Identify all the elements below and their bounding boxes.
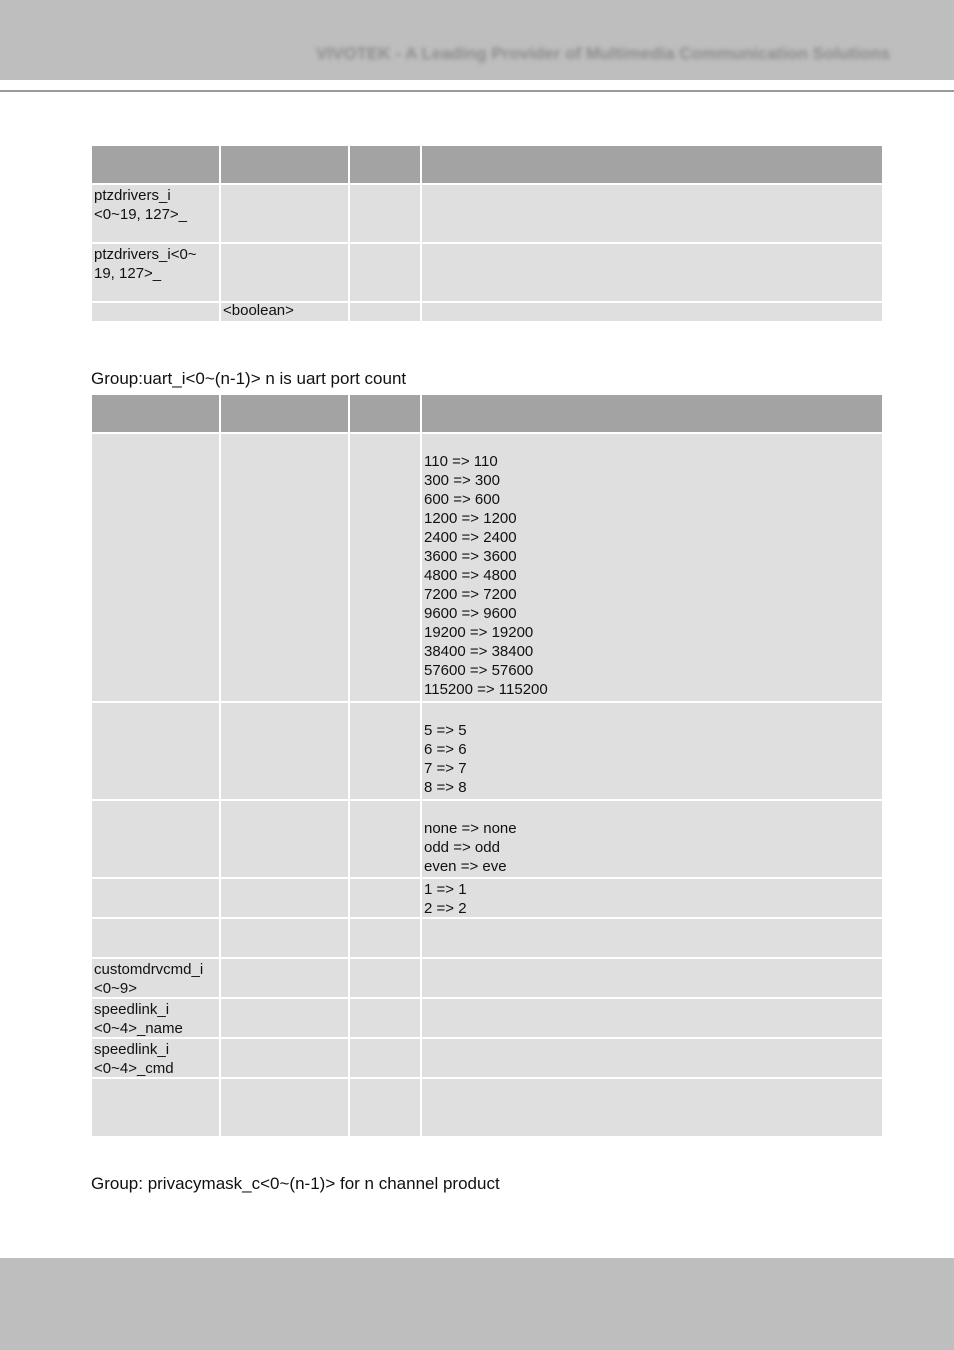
table-cell-name bbox=[92, 879, 219, 917]
table-cell-description bbox=[422, 959, 882, 997]
table-header-cell bbox=[221, 146, 348, 183]
table-cell-name: customdrvcmd_i <0~9> bbox=[92, 959, 219, 997]
table-cell-security bbox=[350, 879, 420, 917]
table-cell-security bbox=[350, 303, 420, 321]
table-cell-name: ptzdrivers_i <0~19, 127>_ bbox=[92, 185, 219, 242]
table-cell-name bbox=[92, 801, 219, 877]
table-cell-value bbox=[221, 879, 348, 917]
table-cell-security bbox=[350, 801, 420, 877]
table-cell-name: speedlink_i <0~4>_cmd bbox=[92, 1039, 219, 1077]
table-cell-name bbox=[92, 703, 219, 799]
table-cell-security bbox=[350, 703, 420, 799]
table-header-cell bbox=[92, 146, 219, 183]
parameter-table-ptzdrivers bbox=[92, 146, 882, 321]
header-divider bbox=[0, 90, 954, 92]
table-cell-value bbox=[221, 703, 348, 799]
table-cell-security bbox=[350, 959, 420, 997]
table-cell-security bbox=[350, 1079, 420, 1136]
group-uart-caption: Group:uart_i<0~(n-1)> n is uart port count bbox=[91, 369, 407, 388]
table-cell-security bbox=[350, 434, 420, 701]
table-cell-name bbox=[92, 434, 219, 701]
table-header-cell bbox=[221, 395, 348, 432]
table-cell-name: speedlink_i <0~4>_name bbox=[92, 999, 219, 1037]
table-cell-description bbox=[422, 303, 882, 321]
table-cell-value: <boolean> bbox=[221, 303, 348, 321]
table-cell-security bbox=[350, 919, 420, 957]
table-cell-description bbox=[422, 1039, 882, 1077]
table-header-cell bbox=[422, 395, 882, 432]
table-cell-description bbox=[422, 185, 882, 242]
table-header-cell bbox=[92, 395, 219, 432]
table-cell-description: none => none odd => odd even => eve bbox=[422, 801, 882, 877]
table-header-cell bbox=[422, 146, 882, 183]
table-cell-value bbox=[221, 801, 348, 877]
table-cell-value bbox=[221, 999, 348, 1037]
parameter-table-uart bbox=[92, 395, 882, 1136]
table-cell-description: 5 => 5 6 => 6 7 => 7 8 => 8 bbox=[422, 703, 882, 799]
table-cell-security bbox=[350, 1039, 420, 1077]
table-cell-description: 1 => 1 2 => 2 bbox=[422, 879, 882, 917]
table-cell-security bbox=[350, 244, 420, 301]
table-cell-value bbox=[221, 185, 348, 242]
page-header bbox=[0, 0, 954, 80]
table-cell-name: ptzdrivers_i<0~ 19, 127>_ bbox=[92, 244, 219, 301]
table-cell-description bbox=[422, 1079, 882, 1136]
table-cell-name bbox=[92, 919, 219, 957]
table-header-cell bbox=[350, 146, 420, 183]
table-cell-value bbox=[221, 1039, 348, 1077]
table-cell-description bbox=[422, 999, 882, 1037]
table-cell-description: 110 => 110 300 => 300 600 => 600 1200 => 1200 2400 => 2400 3600 => 3600 4800 => 4800 7200 => 7200 9600 => 9600 19200 => 19200 38400 => 38400 57600 => 57600 115200 => 115200 bbox=[422, 434, 882, 701]
table-cell-value bbox=[221, 434, 348, 701]
table-cell-value bbox=[221, 244, 348, 301]
table-cell-description bbox=[422, 919, 882, 957]
table-cell-security bbox=[350, 999, 420, 1037]
table-cell-security bbox=[350, 185, 420, 242]
table-cell-value bbox=[221, 1079, 348, 1136]
table-cell-description bbox=[422, 244, 882, 301]
table-cell-value bbox=[221, 919, 348, 957]
table-cell-name bbox=[92, 303, 219, 321]
table-cell-name bbox=[92, 1079, 219, 1136]
group-privacymask-caption: Group: privacymask_c<0~(n-1)> for n channel product bbox=[91, 1174, 500, 1193]
page-footer bbox=[0, 1258, 954, 1350]
table-header-cell bbox=[350, 395, 420, 432]
table-cell-value bbox=[221, 959, 348, 997]
header-company-line: VIVOTEK - A Leading Provider of Multimedia Communication Solutions bbox=[316, 44, 890, 63]
